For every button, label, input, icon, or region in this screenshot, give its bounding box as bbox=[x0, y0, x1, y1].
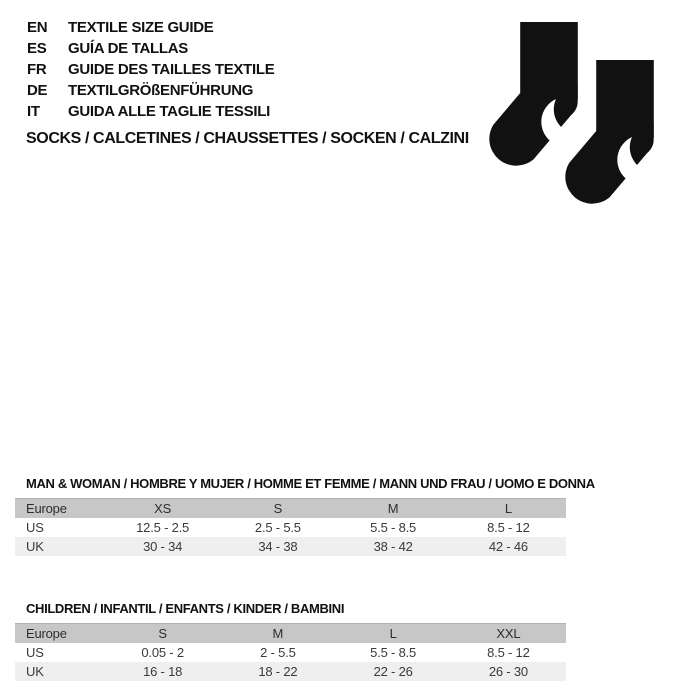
table-cell: UK bbox=[26, 664, 44, 679]
table-title-children: CHILDREN / INFANTIL / ENFANTS / KINDER / BAMBINI bbox=[26, 601, 345, 616]
table-header-row bbox=[15, 623, 566, 643]
man-woman-section bbox=[15, 476, 595, 556]
table-row bbox=[15, 537, 566, 556]
children-section bbox=[15, 601, 566, 681]
language-label: GUIDE DES TAILLES TEXTILE bbox=[68, 61, 275, 78]
table-cell: 34 - 38 bbox=[258, 539, 298, 554]
man-woman-table bbox=[15, 498, 566, 556]
language-label: TEXTILGRÖßENFÜHRUNG bbox=[68, 82, 254, 99]
language-row bbox=[27, 17, 274, 38]
table-header-row bbox=[15, 498, 566, 518]
table-cell: 38 - 42 bbox=[373, 539, 413, 554]
language-row bbox=[27, 101, 274, 122]
table-header-cell: XS bbox=[154, 501, 172, 516]
table-header-cell: M bbox=[387, 501, 399, 516]
table-title-man-woman: MAN & WOMAN / HOMBRE Y MUJER / HOMME ET FEMME / MANN UND FRAU / UOMO E DONNA bbox=[26, 476, 595, 491]
table-cell: 22 - 26 bbox=[373, 664, 413, 679]
table-header-cell: S bbox=[158, 626, 167, 641]
language-code: EN bbox=[27, 19, 48, 36]
table-cell: 8.5 - 12 bbox=[487, 520, 530, 535]
table-cell: 5.5 - 8.5 bbox=[370, 520, 417, 535]
table-cell: 30 - 34 bbox=[143, 539, 183, 554]
table-cell: 18 - 22 bbox=[258, 664, 298, 679]
table-cell: 42 - 46 bbox=[488, 539, 528, 554]
children-table bbox=[15, 623, 566, 681]
language-list bbox=[27, 17, 274, 122]
socks-icon bbox=[474, 21, 659, 231]
table-cell: 0.05 - 2 bbox=[141, 645, 184, 660]
language-label: TEXTILE SIZE GUIDE bbox=[68, 19, 214, 36]
table-cell: US bbox=[26, 520, 44, 535]
table-header-cell: Europe bbox=[26, 626, 67, 641]
table-header-cell: L bbox=[504, 501, 512, 516]
table-cell: 2 - 5.5 bbox=[260, 645, 296, 660]
table-cell: 5.5 - 8.5 bbox=[370, 645, 417, 660]
language-row bbox=[27, 38, 274, 59]
table-header-cell: XXL bbox=[496, 626, 521, 641]
language-code: FR bbox=[27, 61, 47, 78]
category-heading: SOCKS / CALCETINES / CHAUSSETTES / SOCKEN / CALZINI bbox=[26, 130, 469, 147]
table-row bbox=[15, 662, 566, 681]
table-cell: 16 - 18 bbox=[143, 664, 183, 679]
table-cell: 8.5 - 12 bbox=[487, 645, 530, 660]
table-row bbox=[15, 518, 566, 537]
table-cell: 12.5 - 2.5 bbox=[136, 520, 190, 535]
table-cell: 2.5 - 5.5 bbox=[254, 520, 301, 535]
language-row bbox=[27, 80, 274, 101]
language-code: ES bbox=[27, 40, 47, 57]
table-cell: 26 - 30 bbox=[488, 664, 528, 679]
language-label: GUÍA DE TALLAS bbox=[68, 40, 188, 57]
table-header-cell: Europe bbox=[26, 501, 67, 516]
table-header-cell: M bbox=[272, 626, 284, 641]
table-cell: US bbox=[26, 645, 44, 660]
language-code: DE bbox=[27, 82, 48, 99]
language-label: GUIDA ALLE TAGLIE TESSILI bbox=[68, 103, 270, 120]
table-row bbox=[15, 643, 566, 662]
language-code: IT bbox=[27, 103, 40, 120]
language-row bbox=[27, 59, 274, 80]
table-header-cell: L bbox=[389, 626, 397, 641]
table-header-cell: S bbox=[273, 501, 283, 516]
table-cell: UK bbox=[26, 539, 44, 554]
